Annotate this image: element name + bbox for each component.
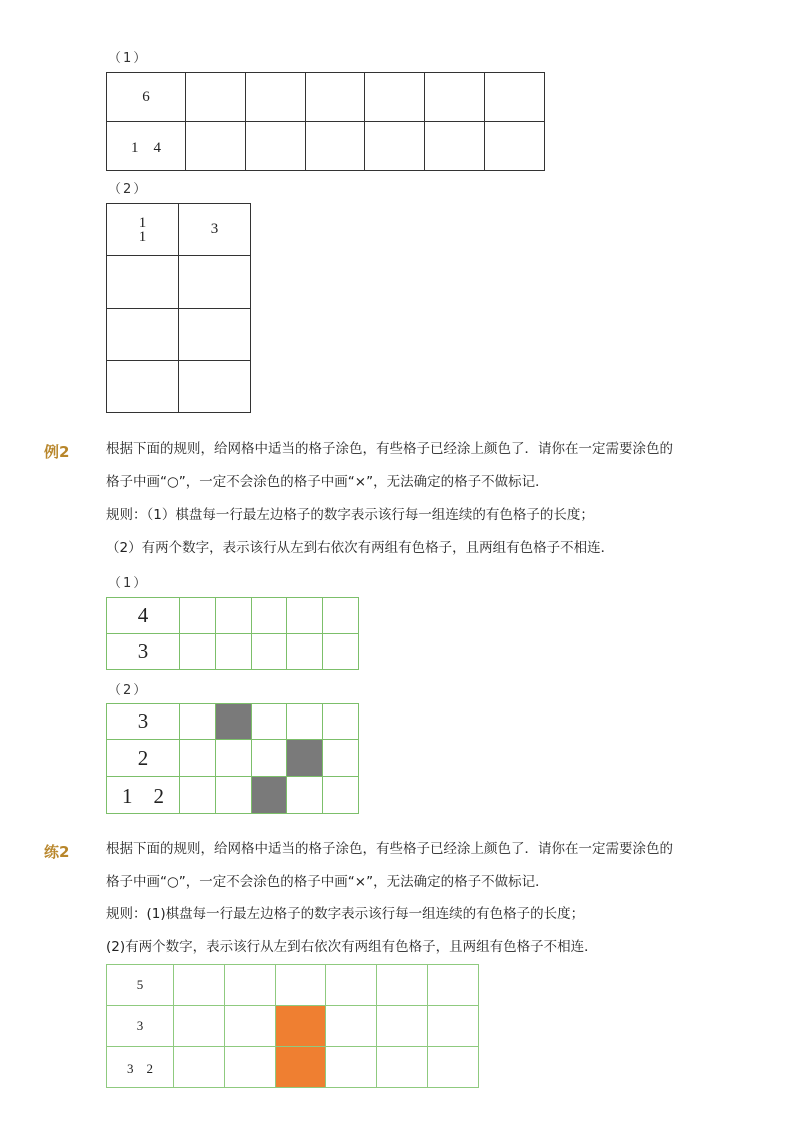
- grid-cell[interactable]: [326, 1047, 377, 1088]
- exercise-rule-line: (2)有两个数字，表示该行从左到右依次有两组有色格子，且两组有色格子不相连．: [106, 939, 598, 955]
- row-clue: 2: [107, 740, 180, 777]
- row-clue: 1 4: [107, 122, 186, 171]
- exercise-grid: [106, 964, 479, 1088]
- grid-cell[interactable]: [428, 1047, 479, 1088]
- grid-cell[interactable]: [323, 777, 359, 814]
- example-grid-1: [106, 597, 359, 670]
- example-text-line: 根据下面的规则，给网格中适当的格子涂色，有些格子已经涂上颜色了．请你在一定需要涂色的: [106, 441, 673, 457]
- grid-cell[interactable]: [245, 122, 305, 171]
- grid-cell[interactable]: [251, 634, 287, 670]
- grid-cell[interactable]: [107, 360, 179, 412]
- example-text-line: 格子中画“○”，一定不会涂色的格子中画“×”，无法确定的格子不做标记．: [106, 474, 549, 490]
- row-clue: 5: [107, 965, 174, 1006]
- clue-digit: 1: [138, 214, 147, 231]
- exercise-text-line: 根据下面的规则，给网格中适当的格子涂色，有些格子已经涂上颜色了．请你在一定需要涂色的: [106, 841, 673, 857]
- row-clue: 3: [107, 1006, 174, 1047]
- grid-cell[interactable]: [287, 704, 323, 740]
- grid-cell[interactable]: [179, 256, 251, 308]
- example-grid-2: [106, 703, 359, 814]
- grid-cell[interactable]: [425, 73, 485, 122]
- puzzle-grid-1: [106, 72, 545, 171]
- example-grid2-label: （2）: [108, 683, 149, 698]
- grid-cell[interactable]: [251, 704, 287, 740]
- example-tag: 例2: [44, 443, 70, 461]
- grid-cell[interactable]: [180, 777, 216, 814]
- example-rule-line: 规则：（1）棋盘每一行最左边格子的数字表示该行每一组连续的有色格子的长度；: [106, 507, 594, 523]
- grid-cell[interactable]: [180, 740, 216, 777]
- grid-cell[interactable]: [251, 740, 287, 777]
- grid-cell[interactable]: [287, 598, 323, 634]
- grid-cell[interactable]: [179, 308, 251, 360]
- shaded-cell[interactable]: [287, 740, 323, 777]
- grid-cell[interactable]: [323, 704, 359, 740]
- grid-cell[interactable]: [428, 1006, 479, 1047]
- grid-cell[interactable]: [174, 965, 225, 1006]
- grid-cell[interactable]: [323, 634, 359, 670]
- grid-cell[interactable]: [323, 740, 359, 777]
- grid-cell[interactable]: [215, 598, 251, 634]
- exercise-text-line: 格子中画“○”，一定不会涂色的格子中画“×”，无法确定的格子不做标记．: [106, 874, 549, 890]
- grid-cell[interactable]: [186, 122, 246, 171]
- grid-cell[interactable]: [179, 360, 251, 412]
- grid-cell[interactable]: [174, 1047, 225, 1088]
- column-clue: [107, 204, 179, 256]
- exercise-tag: 练2: [44, 843, 70, 861]
- grid-cell[interactable]: [377, 1006, 428, 1047]
- grid-cell[interactable]: [323, 598, 359, 634]
- row-clue: 3: [107, 704, 180, 740]
- grid-cell[interactable]: [326, 965, 377, 1006]
- grid-cell[interactable]: [180, 634, 216, 670]
- grid-cell[interactable]: [224, 1047, 275, 1088]
- shaded-cell[interactable]: [215, 704, 251, 740]
- example-rule-line: （2）有两个数字，表示该行从左到右依次有两组有色格子，且两组有色格子不相连．: [106, 540, 615, 556]
- grid-cell[interactable]: [485, 122, 545, 171]
- grid-cell[interactable]: [365, 73, 425, 122]
- grid-cell[interactable]: [180, 704, 216, 740]
- exercise-rule-line: 规则：(1)棋盘每一行最左边格子的数字表示该行每一组连续的有色格子的长度；: [106, 906, 585, 922]
- grid-cell[interactable]: [186, 73, 246, 122]
- grid-cell[interactable]: [287, 777, 323, 814]
- grid-cell[interactable]: [377, 1047, 428, 1088]
- grid-cell[interactable]: [251, 598, 287, 634]
- grid-cell[interactable]: [174, 1006, 225, 1047]
- grid-cell[interactable]: [275, 965, 326, 1006]
- grid-cell[interactable]: [215, 777, 251, 814]
- grid-cell[interactable]: [224, 965, 275, 1006]
- grid-cell[interactable]: [224, 1006, 275, 1047]
- grid-cell[interactable]: [326, 1006, 377, 1047]
- grid-cell[interactable]: [485, 73, 545, 122]
- grid2-label: （2）: [108, 182, 149, 197]
- row-clue: 4: [107, 598, 180, 634]
- row-clue: 3: [107, 634, 180, 670]
- grid-cell[interactable]: [215, 634, 251, 670]
- shaded-cell[interactable]: [275, 1006, 326, 1047]
- puzzle-grid-2: [106, 203, 251, 413]
- column-clue: 3: [179, 204, 251, 256]
- grid1-label: （1）: [108, 51, 149, 66]
- grid-cell[interactable]: [305, 122, 365, 171]
- shaded-cell[interactable]: [251, 777, 287, 814]
- row-clue: 6: [107, 73, 186, 122]
- example-grid1-label: （1）: [108, 576, 149, 591]
- grid-cell[interactable]: [287, 634, 323, 670]
- shaded-cell[interactable]: [275, 1047, 326, 1088]
- grid-cell[interactable]: [425, 122, 485, 171]
- grid-cell[interactable]: [215, 740, 251, 777]
- grid-cell[interactable]: [107, 308, 179, 360]
- grid-cell[interactable]: [245, 73, 305, 122]
- grid-cell[interactable]: [377, 965, 428, 1006]
- grid-cell[interactable]: [305, 73, 365, 122]
- grid-cell[interactable]: [365, 122, 425, 171]
- grid-cell[interactable]: [428, 965, 479, 1006]
- clue-digit: 1: [138, 228, 147, 245]
- grid-cell[interactable]: [107, 256, 179, 308]
- row-clue: 3 2: [107, 1047, 174, 1088]
- row-clue: 1 2: [107, 777, 180, 814]
- grid-cell[interactable]: [180, 598, 216, 634]
